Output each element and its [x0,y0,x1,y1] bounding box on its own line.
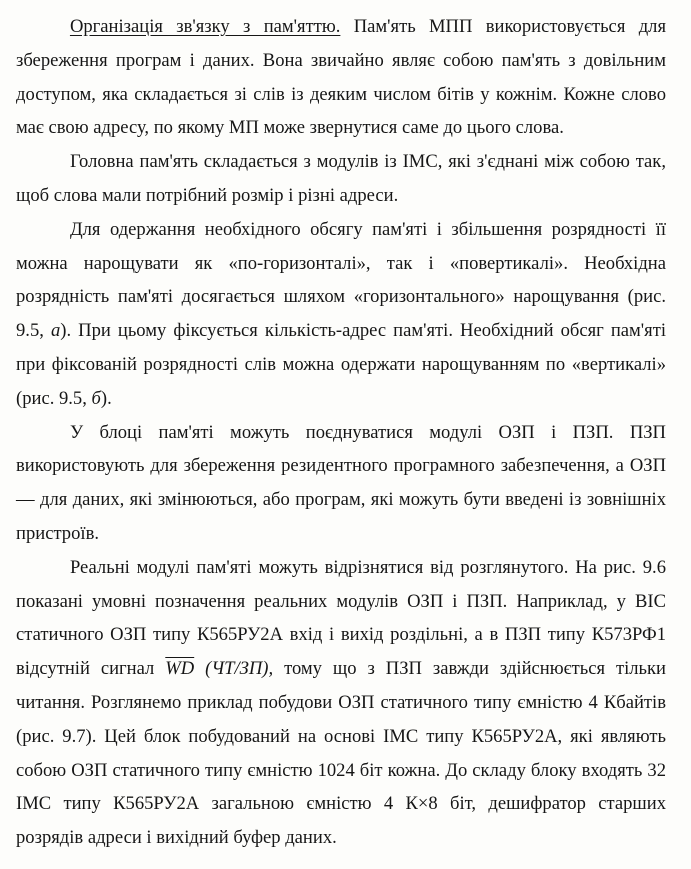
figure-ref-a: а [50,320,61,342]
paragraph-text: Реальні модулі пам'яті можуть відрізнятися від розглянутого. На рис. 9.6 показані умовні позначення реальних модулів ОЗП і ПЗП. Наприклад, у ВІС статичного ОЗП типу К565РУ2А вхід і вихід роздільні, а в ПЗП типу К573РФ1 відсутній сигнал [16,556,666,680]
paragraph-text: Для одержання необхідного обсягу пам'яті і збільшення розрядності її можна нарощувати як «по-горизонталі», так і «повертикалі». Необхідна розрядність пам'яті досягається шляхом «горизонтального» нарощування (рис. 9.5, [16,218,666,342]
figure-ref-b: б [91,387,101,409]
paragraph-text: тому що з ПЗП завжди здійснюється тільки читання. Розглянемо приклад побудови ОЗП статичного типу ємністю 4 Кбайтів (рис. 9.7). Цей блок побудований на основі ІМС типу К565РУ2А, які являють собою ОЗП статичного типу ємністю 1024 біт кожна. До складу блоку входять 32 ІМС типу К565РУ2А загальною ємністю 4 К×8 біт, дешифратор старших розрядів адреси і вихідний буфер даних. [16,658,666,849]
paragraph-main-memory [16,145,666,213]
paragraph-text: У блоці пам'яті можуть поєднуватися модулі ОЗП і ПЗП. ПЗП використовують для збереження резидентного програмного забезпечення, а ОЗП — для даних, які змінюються, або програм, які можуть бути введені із зовнішніх пристроїв. [16,421,666,544]
paragraph-real-modules [16,551,666,855]
paragraph-ram-rom [16,416,666,551]
paragraph-memory-expansion [16,213,666,416]
paragraph-text: Пам'ять МПП використовується для збереження програм і даних. Вона звичайно являє собою пам'ять з довільним доступом, яка складається зі слів із деяким числом бітів у кожнім. Кожне слово має свою адресу, по якому МП може звернутися саме до цього слова. [16,16,666,139]
signal-note: (ЧТ/ЗП), [194,658,274,680]
document-body [16,10,666,855]
signal-name: $\overline{WD}$ [165,658,195,680]
paragraph-memory-organization [16,10,666,145]
paragraph-text: Головна пам'ять складається з модулів із ІМС, які з'єднані між собою так, щоб слова мали потрібний розмір і різні адреси. [16,151,666,206]
paragraph-text: ). При цьому фіксується кількість-адрес пам'яті. Необхідний обсяг пам'яті при фіксованій розрядності слів можна одержати нарощуванням по «вертикалі» (рис. 9.5, [16,320,666,409]
section-heading: Організація зв'язку з пам'яттю. [69,16,341,37]
paragraph-text: ). [100,387,112,409]
